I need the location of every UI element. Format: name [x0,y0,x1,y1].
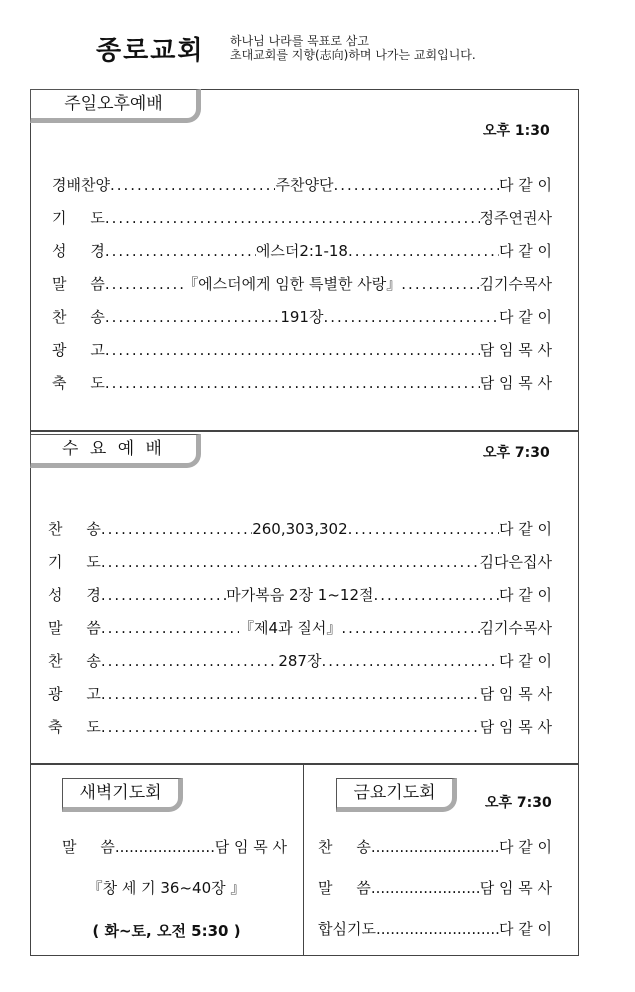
wednesday-row [48,650,552,683]
dawn-scripture: 『창 세 기 36~40장 』 [87,879,246,897]
row-leader: 다 같 이 [498,652,552,670]
leader-dots [105,374,480,392]
row-leader: 담 임 목 사 [479,685,552,703]
sunday-service-time: 오후 1:30 [483,123,550,139]
leader-dots [105,275,183,293]
row-leader: 다 같 이 [498,520,552,538]
leader-dots [105,341,480,359]
dawn-prayer-list [62,836,287,866]
row-leader: 다 같 이 [498,242,552,260]
sunday-row [52,339,552,372]
row-detail: 주찬양단 [275,176,334,194]
leader-dots [101,718,480,736]
wednesday-row [48,617,552,650]
wednesday-row [48,518,552,551]
leader-dots [115,838,215,856]
leader-dots [101,586,226,604]
leader-dots [105,242,256,260]
leader-dots [348,520,499,538]
row-label: 축 도 [48,718,101,736]
row-detail: 『제4과 질서』 [239,619,342,637]
dawn-prayer-title: 새벽기도회 [62,778,183,812]
row-label: 찬 송 [48,520,101,538]
dawn-row [62,836,287,866]
leader-dots [101,553,480,571]
row-leader: 담 임 목 사 [479,879,552,897]
row-label: 말 씀 [48,619,101,637]
row-label: 광 고 [48,685,101,703]
leader-dots [341,619,479,637]
slogan-line-2: 초대교회를 지향(志向)하며 나가는 교회입니다. [230,48,476,62]
section-divider [303,763,304,955]
leader-dots [371,879,480,897]
row-leader: 김다은집사 [479,553,552,571]
leader-dots [105,308,281,326]
row-label: 성 경 [52,242,105,260]
slogan-line-1: 하나님 나라를 목표로 삼고 [230,34,369,48]
wednesday-row [48,716,552,749]
row-label: 말 씀 [52,275,105,293]
leader-dots [101,652,279,670]
friday-row [318,918,552,959]
row-leader: 담 임 목 사 [479,341,552,359]
row-leader: 김기수목사 [479,619,552,637]
leader-dots [101,520,252,538]
friday-prayer-time: 오후 7:30 [485,795,552,811]
row-detail: 287장 [278,652,322,670]
row-label: 찬 송 [318,838,371,856]
leader-dots [101,685,480,703]
sunday-row [52,372,552,405]
row-label: 축 도 [52,374,105,392]
row-leader: 다 같 이 [498,176,552,194]
row-leader: 다 같 이 [498,838,552,856]
wednesday-row [48,584,552,617]
row-leader: 담 임 목 사 [479,718,552,736]
leader-dots [110,176,276,194]
sunday-row [52,240,552,273]
row-detail: 에스더2:1-18 [255,242,348,260]
row-label: 찬 송 [52,308,105,326]
friday-row [318,836,552,877]
wednesday-service-time: 오후 7:30 [483,445,550,461]
leader-dots [371,838,499,856]
friday-prayer-title: 금요기도회 [336,778,457,812]
leader-dots [321,652,499,670]
row-detail: 『에스더에게 임한 특별한 사랑』 [183,275,402,293]
row-label: 광 고 [52,341,105,359]
church-name: 종로교회 [96,36,205,66]
row-label: 성 경 [48,586,101,604]
friday-prayer-list [318,836,552,959]
sunday-row [52,306,552,339]
row-label: 기 도 [48,553,101,571]
leader-dots [374,586,499,604]
leader-dots [333,176,499,194]
leader-dots [323,308,499,326]
row-label: 기 도 [52,209,105,227]
wednesday-order-list [48,518,552,749]
row-leader: 다 같 이 [498,308,552,326]
church-slogan [230,34,476,62]
row-leader: 담 임 목 사 [479,374,552,392]
row-label: 찬 송 [48,652,101,670]
row-leader: 다 같 이 [498,586,552,604]
row-label: 합심기도 [318,920,376,938]
leader-dots [376,920,499,938]
leader-dots [401,275,479,293]
sunday-service-title: 주일오후예배 [30,89,201,123]
leader-dots [348,242,499,260]
sunday-order-list [52,174,552,405]
leader-dots [101,619,239,637]
row-label: 말 씀 [318,879,371,897]
sunday-row [52,207,552,240]
friday-row [318,877,552,918]
sunday-row [52,273,552,306]
row-leader: 김기수목사 [479,275,552,293]
row-detail: 191장 [280,308,324,326]
wednesday-row [48,683,552,716]
row-leader: 담 임 목 사 [214,838,287,856]
row-label: 말 씀 [62,838,115,856]
row-label: 경배찬양 [52,176,110,194]
dawn-schedule: ( 화~토, 오전 5:30 ) [92,922,241,940]
leader-dots [105,209,480,227]
row-leader: 다 같 이 [498,920,552,938]
row-detail: 260,303,302 [252,520,348,538]
row-leader: 정주연권사 [479,209,552,227]
wednesday-service-title: 수 요 예 배 [30,434,201,468]
row-detail: 마가복음 2장 1~12절 [226,586,374,604]
sunday-row [52,174,552,207]
wednesday-row [48,551,552,584]
